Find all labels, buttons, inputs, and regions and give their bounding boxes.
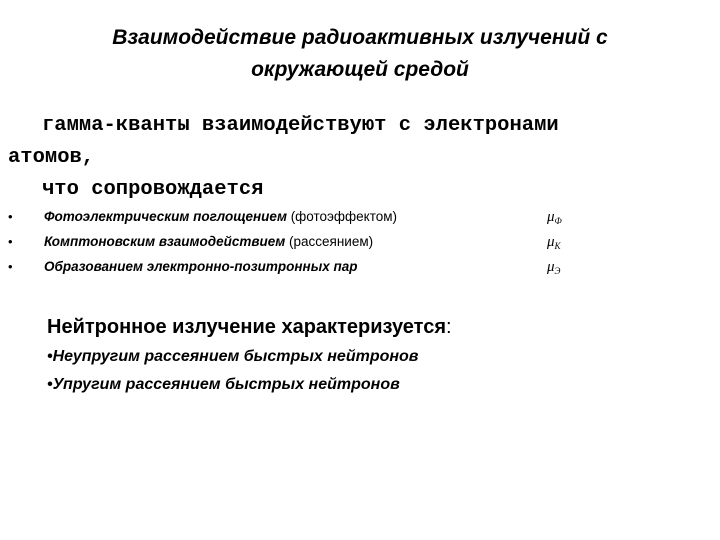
bullet-icon: • [8,259,13,274]
list-item-text [44,256,358,278]
bullet-icon: • [8,234,13,249]
list-item [0,206,720,231]
list-item-note: (фотоэффектом) [286,209,398,224]
neutron-heading [47,313,452,341]
slide-title [40,22,680,86]
gamma-intro [8,110,708,206]
attenuation-coefficient [547,206,562,232]
list-item-label: Комптоновским взаимодействием [44,234,286,249]
coefficient-symbol: μ [547,209,555,225]
coefficient-subscript: К [554,241,561,251]
gamma-intro-line-1: гамма-кванты взаимодействуют с электронами [42,114,559,137]
list-item-text [44,231,373,253]
slide-title-line-2: окружающей средой [251,58,469,81]
neutron-heading-colon: : [445,316,452,338]
list-item-label: Фотоэлектрическим поглощением [44,209,287,224]
attenuation-coefficient [547,231,561,257]
list-item [0,231,720,256]
list-item-label: Образованием электронно-позитронных пар [44,259,358,274]
attenuation-coefficient [547,256,560,282]
list-item-text [44,206,397,228]
coefficient-subscript: Э [554,266,561,276]
neutron-list [47,344,418,400]
slide-title-line-1: Взаимодействие радиоактивных излучений с [112,26,608,49]
gamma-intro-line-3: что сопровождается [42,178,264,201]
list-item: •Неупругим рассеянием быстрых нейтронов [47,348,419,365]
list-item [0,256,720,281]
neutron-heading-text: Нейтронное излучение характеризуется [47,316,446,338]
bullet-icon: • [8,209,13,224]
coefficient-symbol: μ [547,234,555,250]
gamma-interaction-list [0,206,720,281]
coefficient-subscript: Ф [554,216,562,226]
gamma-intro-line-2: атомов, [8,146,95,169]
list-item: •Упругим рассеянием быстрых нейтронов [47,376,400,393]
coefficient-symbol: μ [547,259,555,275]
list-item-note: (рассеянием) [285,234,374,249]
